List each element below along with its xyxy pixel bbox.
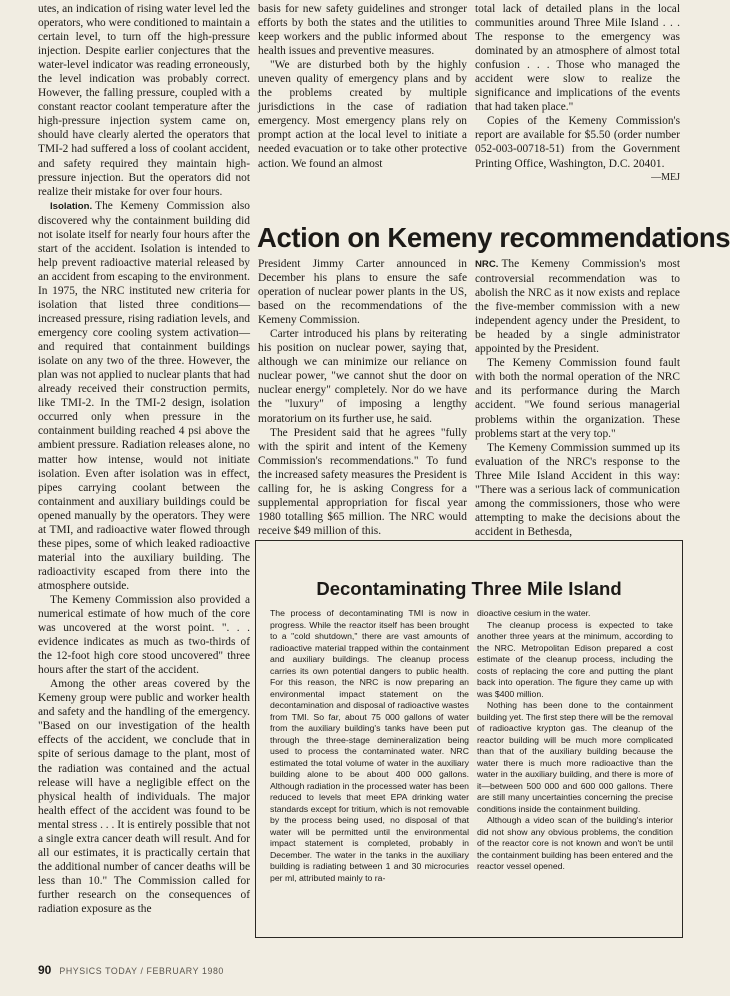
- right-paragraph-2: [475, 114, 680, 183]
- isolation-text: The Kemeny Commission also discovered why the containment building did not isolate itself for nearly four hours after the start of the accident. Isolation is intended to help prevent radioactive material released by an accident from escaping to the environment. In 1975, the NRC instituted new criteria for isolation that listed three conditions—increased pressure, rising radiation levels, and emergency core cooling system activation—and required that containment buildings isolate on any two of the three. However, the plan was not applied to nuclear plants that had already received their construction permits, like TMI-2. In the TMI-2 design, isolation occurred only when pressure in the containment building reached 4 psi above the ambient pressure. Radiation releases alone, no matter how intense, would not initiate isolation. Even after isolation was in effect, pipes carrying coolant between the containment and auxiliary buildings could be opened manually by the operators. They were at TMI, and radioactive water flowed through these pipes, some of which leaked radioactive material into the auxiliary building. The radioactivity escaped from there into the atmosphere outside.: [38, 199, 250, 592]
- middle-top-column: [258, 2, 467, 214]
- article-paragraph-6: The Kemeny Commission summed up its evaluation of the NRC's response to the Three Mile Island Accident in this way: "There was a serious lack of communication among the commissioners, those who were attempting to make the decisions about the accident in Bethesda,: [475, 441, 680, 538]
- publication-line: PHYSICS TODAY / FEBRUARY 1980: [59, 966, 224, 976]
- sidebar-paragraph-2: dioactive cesium in the water.: [477, 608, 591, 618]
- page-number: 90: [38, 963, 52, 977]
- sidebar-paragraph-5: Although a video scan of the building's interior did not show any obvious problems, the condition of the reactor core is not known and won't be until the containment building has been entered and the reactor vessel opened.: [477, 815, 673, 871]
- left-paragraph-isolation: [38, 199, 250, 593]
- article-headline: Action on Kemeny recommendations: [257, 222, 730, 253]
- right-top-column: [475, 2, 680, 214]
- right-paragraph-1: total lack of detailed plans in the local communities around Three Mile Island . . . The response to the emergency was dominated by an atmosphere of almost total confusion . . . Those who managed the accident were slow to realize the significance and implications of the events that had taken place.": [475, 3, 680, 114]
- middle-paragraph-1: basis for new safety guidelines and stronger efforts by both the states and the utilities to keep workers and the public informed about health issues and preventive measures.: [258, 3, 467, 58]
- sidebar-title: Decontaminating Three Mile Island: [316, 578, 622, 599]
- left-paragraph-4: Among the other areas covered by the Kemeny group were public and worker health and safety and the handling of the emergency. "Based on our investigation of the health effects of the accident, we conclude that in spite of serious damage to the plant, most of the radiation was contained and the actual release will have a negligible effect on the physical health of individuals. The major health effect of the accident was found to be mental stress . . . It is entirely possible that not a single extra cancer death will result. And for all our estimates, it is practically certain that the additional number of cancer deaths will be less than 10." The Commission called for further research on the consequences of radiation exposure as the: [38, 678, 250, 915]
- report-info: Copies of the Kemeny Commission's report are available for $5.50 (order number 052-003-00718-51) from the Government Printing Office, Washington, D.C. 20401.: [475, 115, 680, 170]
- left-column: [38, 2, 250, 954]
- nrc-runin-label: NRC.: [475, 259, 499, 270]
- article-nrc-paragraph: [475, 257, 680, 356]
- article-paragraph-2: Carter introduced his plans by reiterating his position on nuclear power, saying that, although we can minimize our reliance on nuclear power, "we cannot shut the door on nuclear energy" completely. Nor do we have the "luxury" of imposing a lengthy moratorium on its further use, he said.: [258, 328, 467, 425]
- left-paragraph-3: The Kemeny Commission also provided a numerical estimate of how much of the core was uncovered at the worst point. ". . . evidence indicates as much as two-thirds of the 12-foot high core stood uncovered" three hours after the start of the accident.: [38, 593, 250, 677]
- article-paragraph-1: President Jimmy Carter announced in December his plans to ensure the safe operation of nuclear power plants in the US, based on the recommendations of the Kemeny Commission.: [258, 258, 467, 327]
- sidebar-column-2: [477, 608, 673, 930]
- article-paragraph-3: The President said that he agrees "fully with the spirit and intent of the Kemeny Commission's recommendations." To fund the increased safety measures the President is calling for, he is asking Congress for a supplemental appropriation for fiscal year 1980 totalling $65 million. The NRC would receive $49 million of this.: [258, 426, 467, 537]
- author-signature: —MEJ: [651, 171, 680, 183]
- middle-paragraph-2: "We are disturbed both by the highly uneven quality of emergency plans and by the problems created by multiple jurisdictions in the case of radiation emergency. Most emergency plans rely on prompt action at the local level to initiate a needed evacuation or to take other protective action. We found an almost: [258, 59, 467, 170]
- article-column-2: [475, 257, 680, 538]
- sidebar-paragraph-4: Nothing has been done to the containment building yet. The first step there will be the removal of radioactive krypton gas. The cleanup of the reactor building will be much more complicated than that of the auxiliary building because the water there is much more radioactive than the water in the auxiliary building, and there is more of it—between 500 000 and 600 000 gallons. There are still many uncertainties concerning the precise conditions inside the containment building.: [477, 700, 673, 814]
- isolation-runin-label: Isolation.: [50, 200, 93, 212]
- article-paragraph-5: The Kemeny Commission found fault with both the normal operation of the NRC and its performance during the March accident. "We found serious managerial problems within the organization. These problems start at the very top.": [475, 357, 680, 440]
- article-column-1: [258, 257, 467, 537]
- nrc-text: The Kemeny Commission's most controversial recommendation was to abolish the NRC as it now exists and replace the five-member commission with a new independent agency under the President, to be headed by a single administrator appointed by the President.: [475, 258, 680, 356]
- sidebar-paragraph-1: The process of decontaminating TMI is now in progress. While the reactor itself has been brought to a "cold shutdown," there are vast amounts of radioactive material trapped within the containment and auxiliary buildings. The cleanup process carries its own potential dangers to public health. For this reason, the NRC is now preparing an environmental impact statement on the decontamination and disposal of radioactive wastes from TMI. So far, about 75 000 gallons of water from the auxiliary building's tanks have been put through the three-stage demineralization being used to process the contaminated water. NRC estimated the total volume of water in the auxiliary building alone to be about 400 000 gallons. Although radiation in the processed water has been reduced to levels that meet EPA drinking water standards except for tritium, which is not removable by the process being used, no disposal of that water will be permitted until the environmental impact statement is completed, probably in December. The water in the tanks in the auxiliary building is radiating between 1 and 30 microcuries per ml, attributed mainly to ra-: [270, 608, 469, 883]
- left-paragraph-1: utes, an indication of rising water level led the operators, who were conditioned to maintain a certain level, to turn off the high-pressure injection. Despite earlier conjectures that the water-level indicator was reading erroneously, the level indication was probably correct. However, the falling pressure, coupled with a constant reactor coolant temperature after the high-pressure injection system came on, should have clearly alerted the operators that TMI-2 had suffered a loss of coolant accident, and safety required they maintain high-pressure injection. But the operators did not realize their mistake for over four hours.: [38, 3, 250, 198]
- sidebar-column-1: [270, 608, 469, 930]
- page-footer: [38, 963, 224, 977]
- sidebar-paragraph-3: The cleanup process is expected to take another three years at the minimum, according to the NRC. Metropolitan Edison prepared a cost estimate of the cleanup process, including the costs of replacing the core and putting the plant back into operation. The figure they came up with was $400 million.: [477, 619, 673, 699]
